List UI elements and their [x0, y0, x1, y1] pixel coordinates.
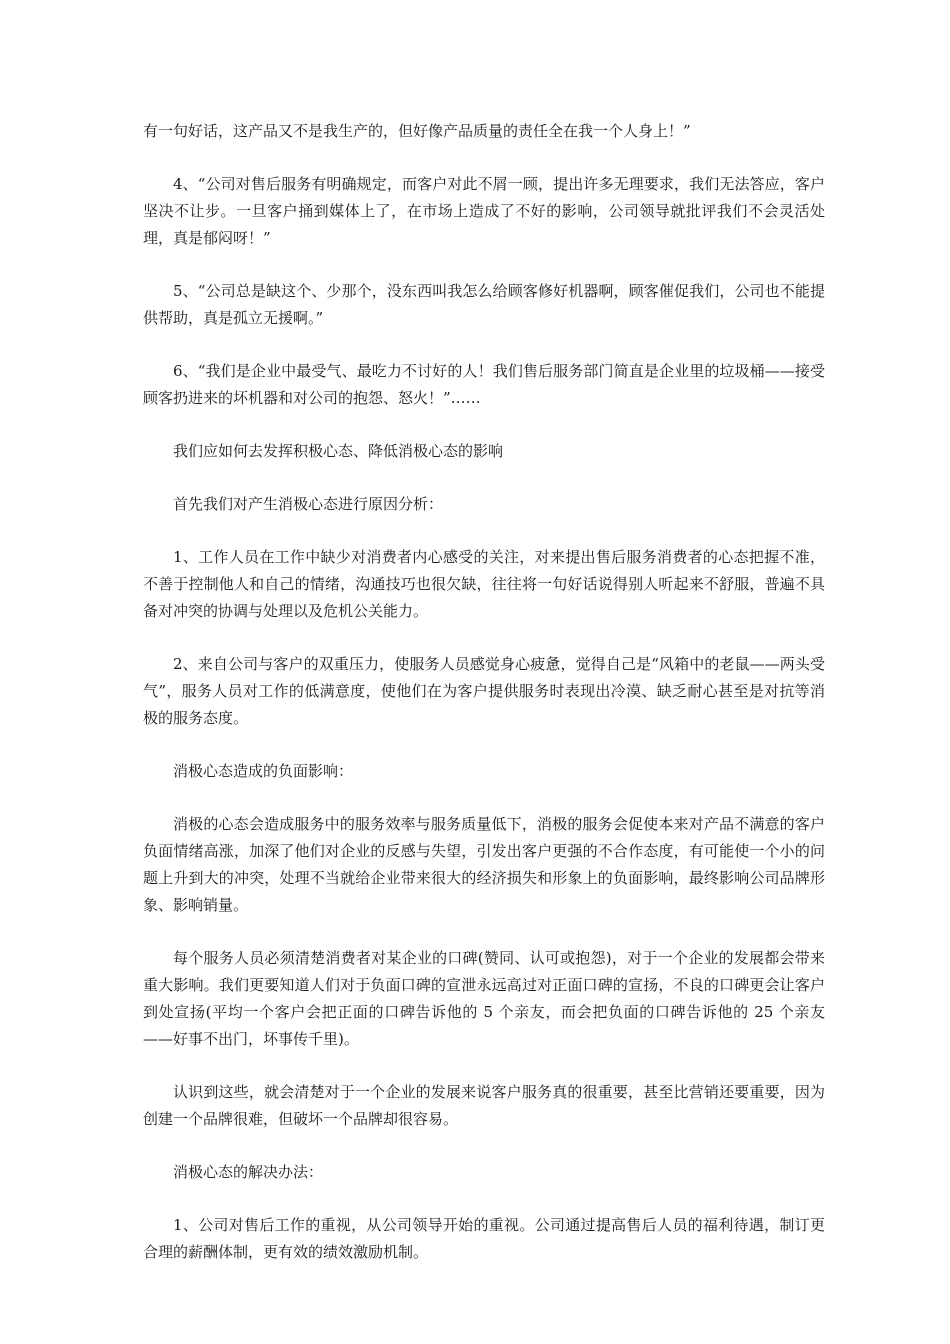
section-heading-cause-analysis: 首先我们对产生消极心态进行原因分析：: [173, 495, 444, 513]
paragraph-complaint-6: 6、“我们是企业中最受气、最吃力不讨好的人！我们售后服务部门简直是企业里的垃圾桶——接受顾客扔进来的坏机器和对公司的抱怨、怒火！”……: [143, 362, 825, 407]
section-heading-negative-impact: 消极心态造成的负面影响：: [173, 762, 354, 780]
paragraph-importance: 认识到这些，就会清楚对于一个企业的发展来说客户服务真的很重要，甚至比营销还要重要，因为创建一个品牌很难，但破坏一个品牌却很容易。: [143, 1083, 825, 1128]
section-heading-positive-attitude: 我们应如何去发挥积极心态、降低消极心态的影响: [173, 442, 504, 460]
document-body: [143, 118, 825, 1292]
section-heading-solutions: 消极心态的解决办法：: [173, 1163, 324, 1181]
paragraph-cause-2: 2、来自公司与客户的双重压力，使服务人员感觉身心疲惫，觉得自己是“风箱中的老鼠——两头受气”，服务人员对工作的低满意度，使他们在为客户提供服务时表现出冷漠、缺乏耐心甚至是对抗等消极的服务态度。: [143, 655, 825, 727]
paragraph-complaint-5: 5、“公司总是缺这个、少那个，没东西叫我怎么给顾客修好机器啊，顾客催促我们，公司也不能提供帮助，真是孤立无援啊。”: [143, 282, 825, 327]
paragraph-solution-1: 1、公司对售后工作的重视，从公司领导开始的重视。公司通过提高售后人员的福利待遇，制订更合理的薪酬体制，更有效的绩效激励机制。: [143, 1216, 825, 1261]
paragraph-continuation: 有一句好话，这产品又不是我生产的，但好像产品质量的责任全在我一个人身上！”: [143, 122, 691, 140]
paragraph-word-of-mouth: 每个服务人员必须清楚消费者对某企业的口碑(赞同、认可或抱怨)，对于一个企业的发展都会带来重大影响。我们更要知道人们对于负面口碑的宣泄永远高过对正面口碑的宣扬，不良的口碑更会让客户到处宣扬(平均一个客户会把正面的口碑告诉他的 5 个亲友，而会把负面的口碑告诉他的 25 个亲友——好事不出门，坏事传千里)。: [143, 949, 825, 1048]
paragraph-complaint-4: 4、“公司对售后服务有明确规定，而客户对此不屑一顾，提出许多无理要求，我们无法答应，客户坚决不让步。一旦客户捅到媒体上了，在市场上造成了不好的影响，公司领导就批评我们不会灵活处理，真是郁闷呀！”: [143, 175, 825, 247]
paragraph-cause-1: 1、工作人员在工作中缺少对消费者内心感受的关注，对来提出售后服务消费者的心态把握不准，不善于控制他人和自己的情绪，沟通技巧也很欠缺，往往将一句好话说得别人听起来不舒服，普遍不具备对冲突的协调与处理以及危机公关能力。: [143, 548, 825, 620]
paragraph-negative-impact: 消极的心态会造成服务中的服务效率与服务质量低下，消极的服务会促使本来对产品不满意的客户负面情绪高涨，加深了他们对企业的反感与失望，引发出客户更强的不合作态度，有可能使一个小的问题上升到大的冲突，处理不当就给企业带来很大的经济损失和形象上的负面影响，最终影响公司品牌形象、影响销量。: [143, 815, 825, 914]
